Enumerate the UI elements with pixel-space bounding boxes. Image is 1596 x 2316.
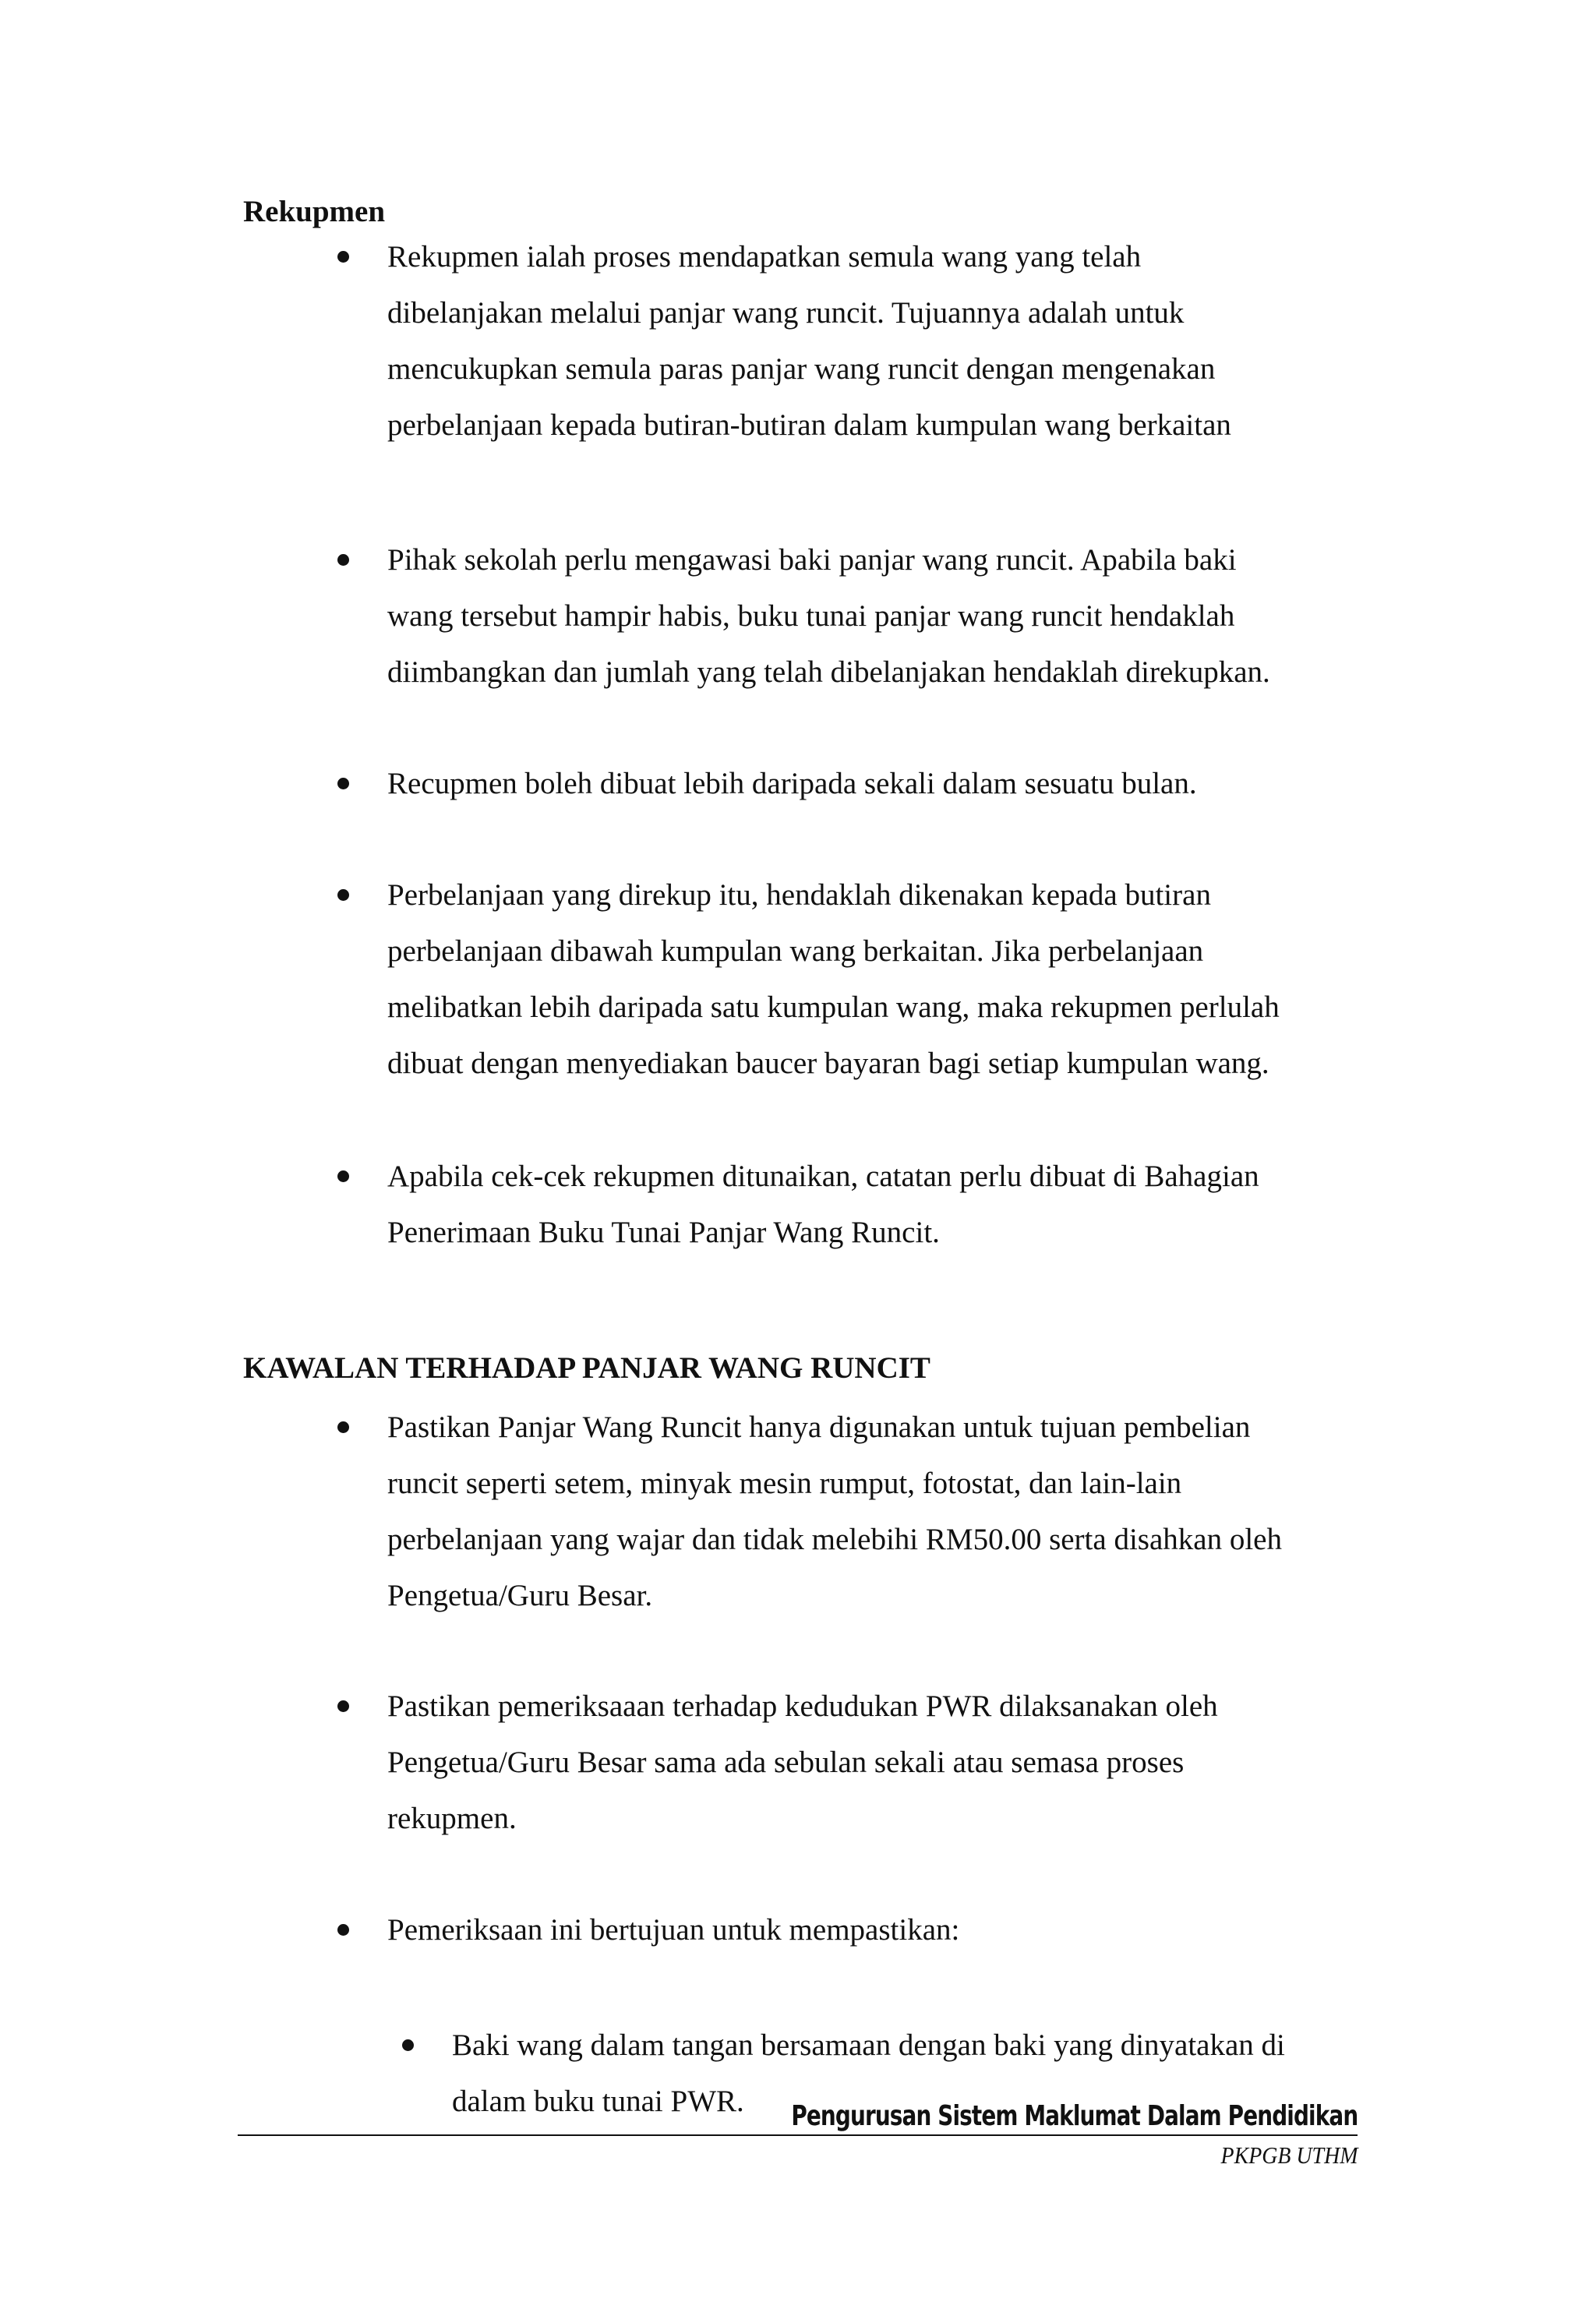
- bullet-dot-icon: [337, 1421, 349, 1433]
- section-heading-kawalan: KAWALAN TERHADAP PANJAR WANG RUNCIT: [243, 1351, 930, 1385]
- bullet-text: Pihak sekolah perlu mengawasi baki panjar wang runcit. Apabila baki wang tersebut hampir habis, buku tunai panjar wang runcit hendaklah diimbangkan dan jumlah yang telah dibelanjakan hendaklah direkupkan.: [387, 543, 1270, 689]
- bullet-text: Pastikan Panjar Wang Runcit hanya digunakan untuk tujuan pembelian runcit seperti setem, minyak mesin rumput, fotostat, dan lain-lain perbelanjaan yang wajar dan tidak melebihi RM50.00 serta disahkan oleh Pengetua/Guru Besar.: [387, 1410, 1282, 1612]
- bullet-dot-icon: [337, 778, 349, 789]
- bullet-dot-icon: [402, 2039, 414, 2051]
- footer-title: Pengurusan Sistem Maklumat Dalam Pendidikan: [791, 2100, 1358, 2132]
- bullet-dot-icon: [337, 889, 349, 901]
- bullet-text: Rekupmen ialah proses mendapatkan semula wang yang telah dibelanjakan melalui panjar wang runcit. Tujuannya adalah untuk mencukupkan semula paras panjar wang runcit dengan mengenakan perbelanjaan kepada butiran-butiran dalam kumpulan wang berkaitan: [387, 240, 1231, 442]
- bullet-dot-icon: [337, 1170, 349, 1182]
- footer-subtitle: PKPGB UTHM: [1220, 2141, 1358, 2169]
- footer-divider: [238, 2134, 1358, 2136]
- bullet-dot-icon: [337, 554, 349, 566]
- bullet-text: Recupmen boleh dibuat lebih daripada sekali dalam sesuatu bulan.: [387, 767, 1197, 800]
- bullet-text: Apabila cek-cek rekupmen ditunaikan, catatan perlu dibuat di Bahagian Penerimaan Buku Tunai Panjar Wang Runcit.: [387, 1160, 1259, 1249]
- bullet-text: Pemeriksaan ini bertujuan untuk mempastikan:: [387, 1913, 960, 1947]
- sub-bullet-text: Baki wang dalam tangan bersamaan dengan baki yang dinyatakan di dalam buku tunai PWR.: [452, 2028, 1285, 2118]
- bullet-text: Pastikan pemeriksaaan terhadap kedudukan PWR dilaksanakan oleh Pengetua/Guru Besar sama ada sebulan sekali atau semasa proses rekupmen.: [387, 1689, 1218, 1835]
- bullet-dot-icon: [337, 251, 349, 263]
- bullet-dot-icon: [337, 1700, 349, 1712]
- bullet-dot-icon: [337, 1924, 349, 1936]
- section-heading-rekupmen: Rekupmen: [243, 195, 386, 228]
- bullet-text: Perbelanjaan yang direkup itu, hendaklah dikenakan kepada butiran perbelanjaan dibawah kumpulan wang berkaitan. Jika perbelanjaan melibatkan lebih daripada satu kumpulan wang, maka rekupmen perlulah dibuat dengan menyediakan baucer bayaran bagi setiap kumpulan wang.: [387, 878, 1280, 1080]
